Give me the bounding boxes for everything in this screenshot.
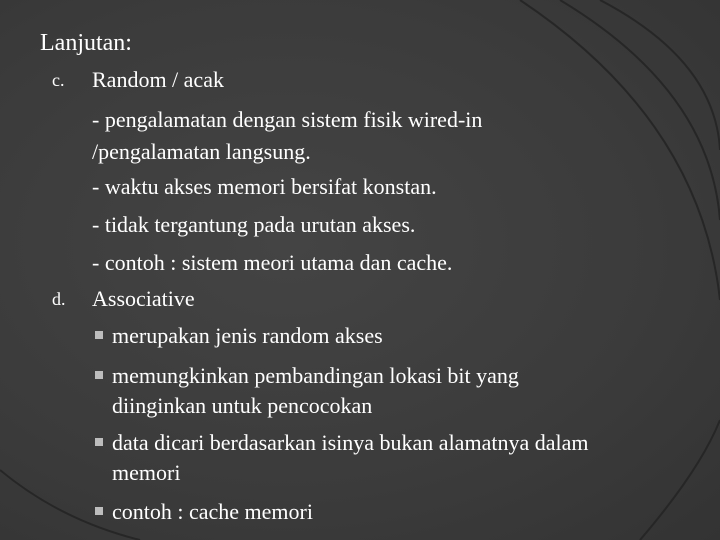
item-c-line-3: - waktu akses memori bersifat konstan. [92,174,437,199]
square-bullet-icon [95,331,103,339]
bullet-text-3-cont: memori [112,460,181,485]
bullet-text-1: merupakan jenis random akses [112,323,383,348]
item-c-line-4: - tidak tergantung pada urutan akses. [92,212,416,237]
square-bullet-icon [95,371,103,379]
bullet-text-2: memungkinkan pembandingan lokasi bit yang [112,363,519,388]
bullet-text-3: data dicari berdasarkan isinya bukan alamatnya dalam [112,430,589,455]
bullet-text-2-cont: diinginkan untuk pencocokan [112,393,373,418]
item-label-random: Random / acak [92,67,224,92]
item-c-line-1: - pengalamatan dengan sistem fisik wired-in [92,107,483,132]
slide-title: Lanjutan: [40,30,132,56]
item-label-associative: Associative [92,286,195,311]
item-c-line-2: /pengalamatan langsung. [92,139,311,164]
list-marker-d: d. [52,289,66,309]
list-marker-c: c. [52,70,65,90]
item-c-line-5: - contoh : sistem meori utama dan cache. [92,250,453,275]
square-bullet-icon [95,438,103,446]
bullet-text-4: contoh : cache memori [112,499,313,524]
square-bullet-icon [95,507,103,515]
